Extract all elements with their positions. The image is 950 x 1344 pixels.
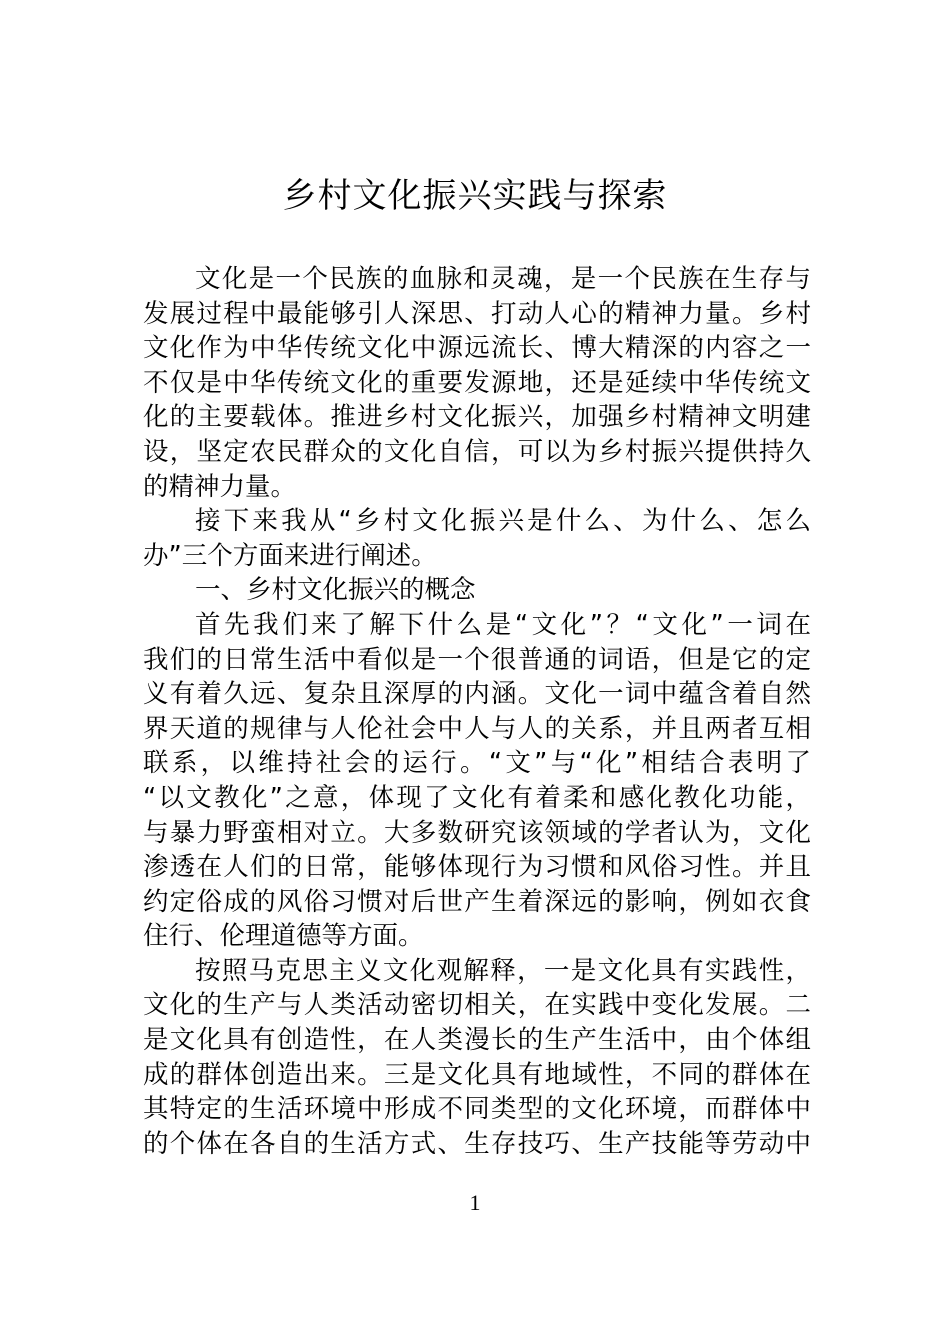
section-heading: 一、乡村文化振兴的概念 <box>195 575 476 606</box>
text-line: 的精神力量。 <box>143 471 297 502</box>
text-line: 化的主要载体。推进乡村文化振兴，加强乡村精神文明建 <box>143 402 811 433</box>
text-line: 与暴力野蛮相对立。大多数研究该领域的学者认为，文化 <box>143 817 811 848</box>
text-line: “以文教化”之意，体现了文化有着柔和感化教化功能， <box>143 782 811 813</box>
text-line: 文化是一个民族的血脉和灵魂，是一个民族在生存与 <box>195 264 811 294</box>
text-line: 渗透在人们的日常，能够体现行为习惯和风俗习性。并且 <box>143 852 811 883</box>
document-title: 乡村文化振兴实践与探索 <box>282 176 668 216</box>
text-line: 住行、伦理道德等方面。 <box>143 921 424 952</box>
text-line: 联系，以维持社会的运行。“文”与“化”相结合表明了 <box>143 748 811 779</box>
text-line: 发展过程中最能够引人深思、打动人心的精神力量。乡村 <box>143 298 811 329</box>
text-line: 的个体在各自的生活方式、生存技巧、生产技能等劳动中 <box>143 1128 811 1159</box>
text-line: 不仅是中华传统文化的重要发源地，还是延续中华传统文 <box>143 367 811 398</box>
text-line: 成的群体创造出来。三是文化具有地域性，不同的群体在 <box>143 1059 811 1090</box>
text-line: 文化的生产与人类活动密切相关，在实践中变化发展。二 <box>143 990 811 1021</box>
text-line: 首先我们来了解下什么是“文化”？“文化”一词在 <box>195 609 811 640</box>
text-line: 按照马克思主义文化观解释，一是文化具有实践性， <box>195 955 811 986</box>
text-line: 接下来我从“乡村文化振兴是什么、为什么、怎么 <box>195 506 811 537</box>
text-line: 义有着久远、复杂且深厚的内涵。文化一词中蕴含着自然 <box>143 679 811 710</box>
text-line: 设，坚定农民群众的文化自信，可以为乡村振兴提供持久 <box>143 436 811 467</box>
text-line: 界天道的规律与人伦社会中人与人的关系，并且两者互相 <box>143 713 811 744</box>
text-line: 约定俗成的风俗习惯对后世产生着深远的影响，例如衣食 <box>143 886 811 917</box>
text-line: 是文化具有创造性，在人类漫长的生产生活中，由个体组 <box>143 1025 811 1056</box>
text-line: 办”三个方面来进行阐述。 <box>143 540 437 571</box>
text-line: 我们的日常生活中看似是一个很普通的词语，但是它的定 <box>143 644 811 675</box>
document-body <box>143 262 811 1161</box>
text-line: 文化作为中华传统文化中源远流长、博大精深的内容之一 <box>143 333 811 364</box>
text-line: 其特定的生活环境中形成不同类型的文化环境，而群体中 <box>143 1094 811 1125</box>
page-number: 1 <box>469 1190 481 1215</box>
